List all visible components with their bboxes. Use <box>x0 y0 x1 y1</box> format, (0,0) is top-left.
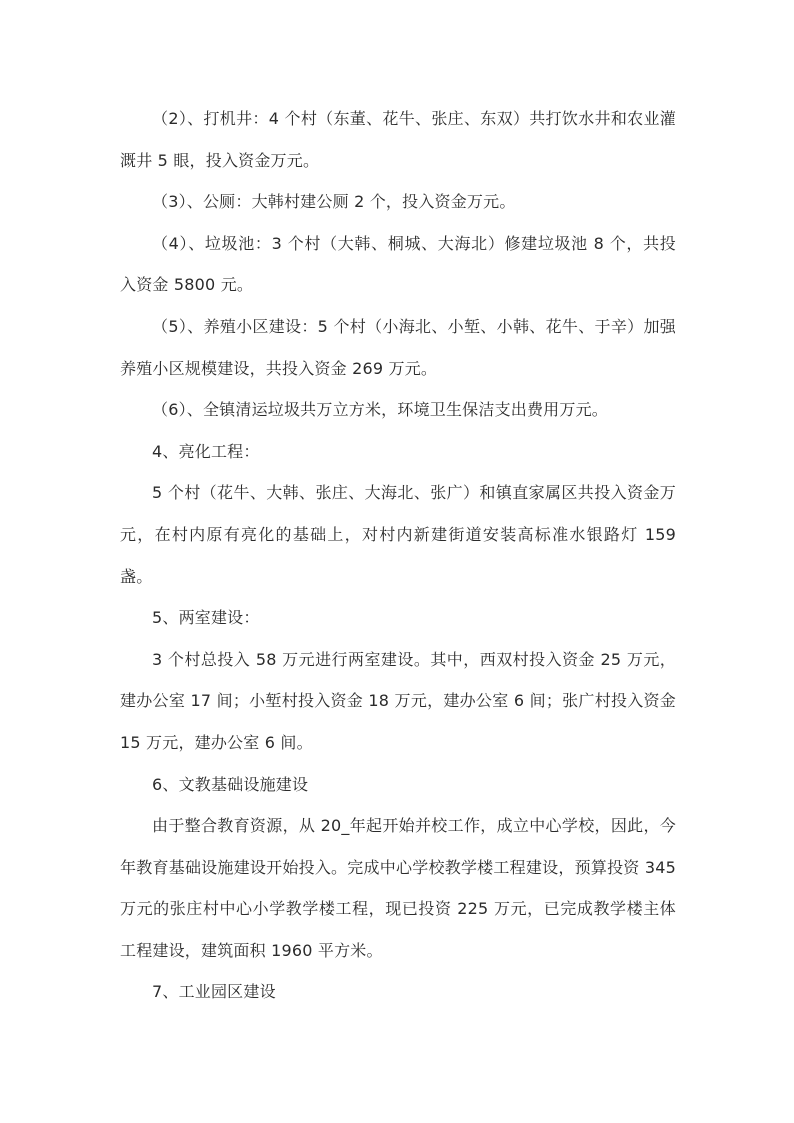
paragraph-garbage-removal: （6）、全镇清运垃圾共万立方米，环境卫生保洁支出费用万元。 <box>152 400 608 420</box>
heading-two-rooms: 5、两室建设： <box>152 608 260 628</box>
paragraph-garbage-pools: （4）、垃圾池：3 个村（大韩、桐城、大海北）修建垃圾池 8 个，共投入资金 5800 元。 <box>120 233 676 295</box>
paragraph-well-drilling: （2）、打机井：4 个村（东董、花牛、张庄、东双）共打饮水井和农业灌溉井 5 眼，投入资金万元。 <box>120 109 676 170</box>
paragraph-lighting-project: 5 个村（花牛、大韩、张庄、大海北、张广）和镇直家属区共投入资金万元，在村内原有亮化的基础上，对村内新建街道安装高标准水银路灯 159 盏。 <box>120 483 676 586</box>
paragraph-two-rooms: 3 个村总投入 58 万元进行两室建设。其中，西双村投入资金 25 万元，建办公室 17 间；小堑村投入资金 18 万元，建办公室 6 间；张广村投入资金 15 万元，建办公室 6 间。 <box>120 649 676 752</box>
paragraph-public-toilets: （3）、公厕：大韩村建公厕 2 个，投入资金万元。 <box>152 192 516 212</box>
document-body <box>120 98 676 1013</box>
heading-education-infrastructure: 6、文教基础设施建设 <box>152 774 309 794</box>
paragraph-breeding-zone: （5）、养殖小区建设：5 个村（小海北、小堑、小韩、花牛、于辛）加强养殖小区规模建设，共投入资金 269 万元。 <box>120 316 676 378</box>
heading-lighting-project: 4、亮化工程： <box>152 441 260 461</box>
paragraph-education-infrastructure: 由于整合教育资源，从 20_年起开始并校工作，成立中心学校，因此，今年教育基础设施建设开始投入。完成中心学校教学楼工程建设，预算投资 345 万元的张庄村中心小学教学楼工程，现已投资 225 万元，已完成教学楼主体工程建设，建筑面积 1960 平方米。 <box>120 816 676 960</box>
heading-industrial-park: 7、工业园区建设 <box>152 982 276 1002</box>
